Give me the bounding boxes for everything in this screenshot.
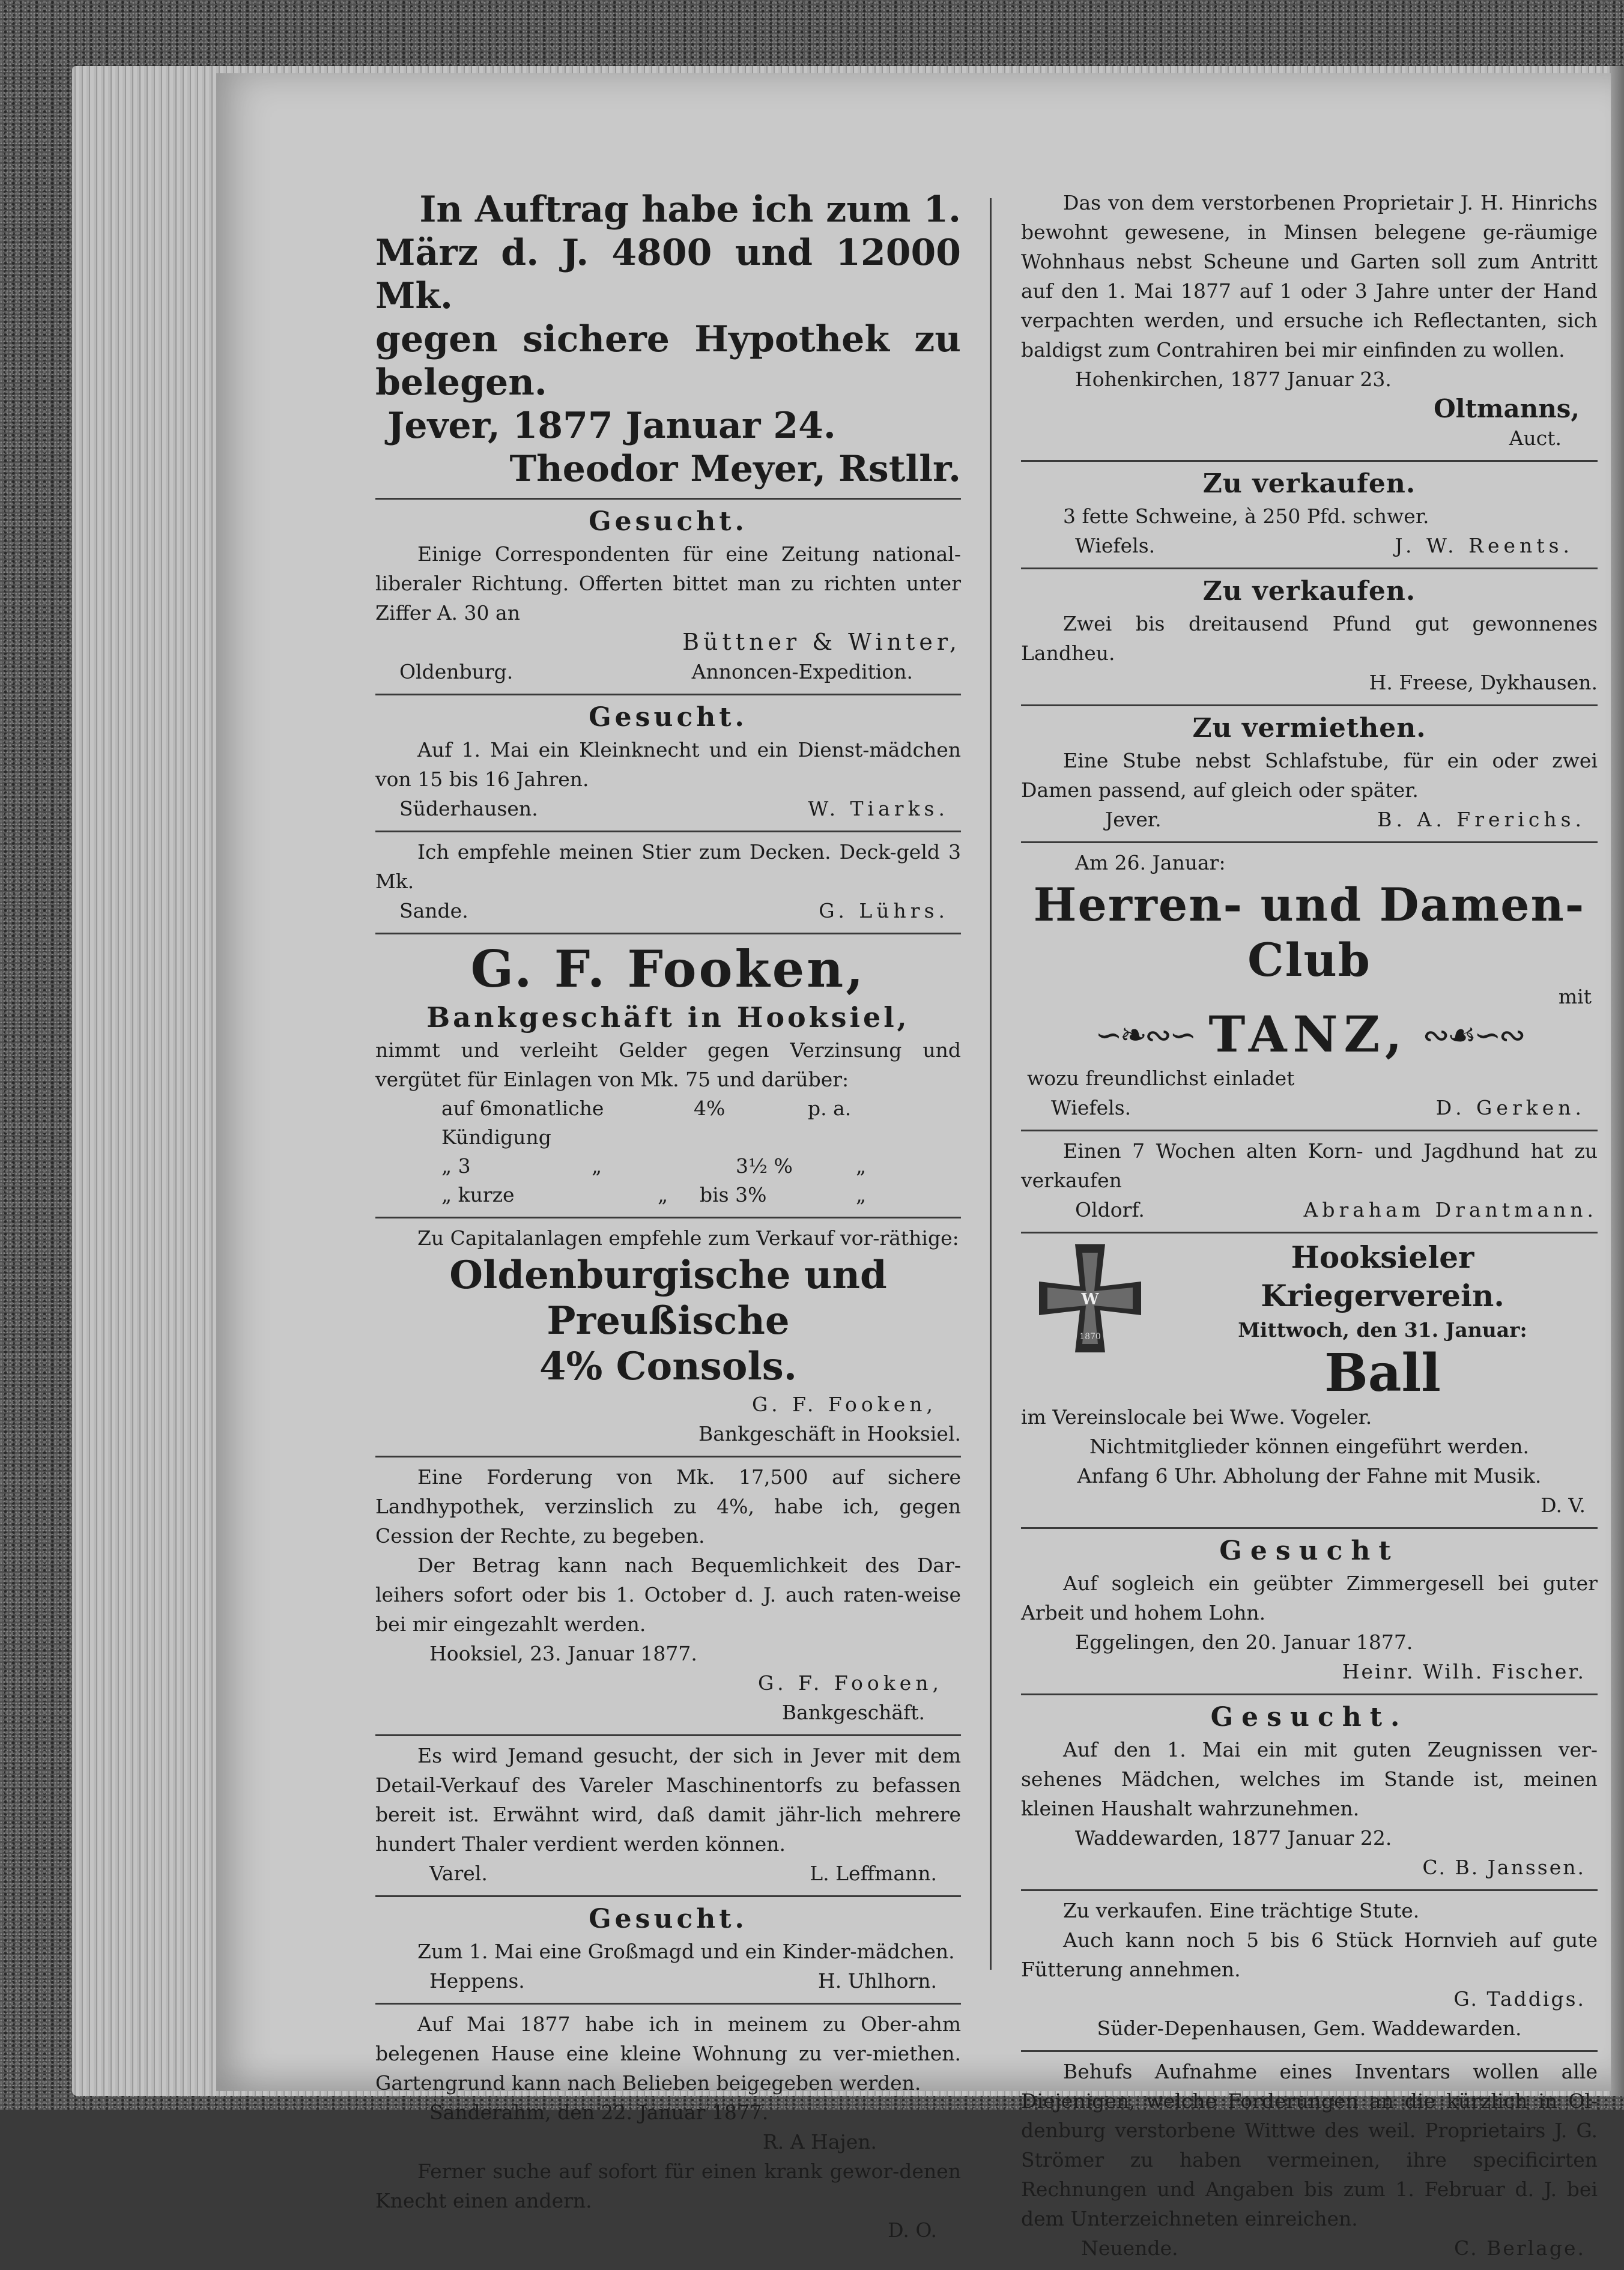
bank-name: G. F. Fooken, xyxy=(470,939,866,999)
ad-heading: Zu vermiethen. xyxy=(1192,713,1426,743)
signer: D. V. xyxy=(1541,1494,1586,1517)
signer: H. Uhlhorn. xyxy=(817,1969,937,1993)
ad-footer xyxy=(375,1859,961,1888)
ad-line: In Auftrag habe ich zum 1. xyxy=(419,189,961,231)
signer-sub: Auct. xyxy=(1509,426,1562,450)
place-date: Hooksiel, 23. Januar 1877. xyxy=(429,1642,697,1665)
rate-term: auf 6monatliche Kündigung xyxy=(441,1097,604,1149)
place: Varel. xyxy=(429,1862,488,1885)
place: Wiefels. xyxy=(1075,534,1156,557)
place: Süder-Depenhausen, Gem. Waddewarden. xyxy=(1097,2017,1522,2040)
event-date: Mittwoch, den 31. Januar: xyxy=(1238,1318,1527,1342)
ad-footer xyxy=(1021,531,1598,560)
ad-text: Behufs Aufnahme eines Inventars wollen alle Diejenigen, welche Forderungen an die kürzlich in Ol-denburg verstorbene Wittwe des weil. Proprietairs J. G. Strömer zu haben vermeinen, ihre specificirten Rechnungen und Angaben bis zum 1. Februar d. J. bei dem Unterzeichneten einreichen. xyxy=(1021,2060,1598,2230)
ad-text: Nichtmitglieder können eingeführt werden. xyxy=(1089,1435,1530,1458)
club-title: Herren- und Damen-Club xyxy=(1033,878,1586,987)
ad-zimmergesell xyxy=(1021,1529,1598,1695)
iron-cross-icon xyxy=(1021,1238,1159,1370)
ad-footer xyxy=(375,896,961,925)
ad-footer xyxy=(1021,805,1598,834)
ad-text: Es wird Jemand gesucht, der sich in Jever mit dem Detail-Verkauf des Vareler Maschinentorfs zu befassen bereit ist. Erwähnt wird, daß damit jähr-lich mehrere hundert Thaler verdient werden können. xyxy=(375,1744,961,1856)
ad-heading: Gesucht. xyxy=(1210,1702,1408,1733)
ad-schweine xyxy=(1021,462,1598,569)
ad-heading: Zu verkaufen. xyxy=(1202,576,1416,607)
signer: G. F. Fooken, xyxy=(758,1671,943,1695)
signer: G. F. Fooken, xyxy=(752,1393,937,1416)
right-column xyxy=(1021,183,1598,2270)
signer: J. W. Reents. xyxy=(1395,534,1574,557)
left-column xyxy=(375,183,961,2252)
ad-line: März d. J. 4800 und 12000 Mk. xyxy=(375,232,961,317)
ad-footer xyxy=(1021,2233,1598,2263)
krieger-header xyxy=(1021,1238,1598,1402)
ad-heading: Gesucht xyxy=(1219,1536,1399,1566)
ad-stube xyxy=(1021,706,1598,843)
rate-term: „ 3 xyxy=(441,1154,471,1178)
place-date: Hohenkirchen, 1877 Januar 23. xyxy=(1075,368,1392,391)
consols-title: Oldenburgische und Preußische xyxy=(449,1253,887,1343)
verein-title: Hooksieler Kriegerverein. xyxy=(1261,1239,1504,1313)
place-date: Sanderahm, den 22. Januar 1877. xyxy=(429,2101,769,2124)
ad-text: Einen 7 Wochen alten Korn- und Jagdhund hat zu verkaufen xyxy=(1021,1139,1598,1192)
rate-unit: p. a. xyxy=(808,1097,852,1120)
place-date: Waddewarden, 1877 Januar 22. xyxy=(1075,1826,1392,1850)
ad-grossmagd xyxy=(375,1897,961,2005)
signer: R. A Hajen. xyxy=(762,2130,877,2153)
ad-text: Zu verkaufen. Eine trächtige Stute. xyxy=(1063,1899,1420,1922)
ad-footer xyxy=(375,657,961,686)
ad-landheu xyxy=(1021,569,1598,706)
ad-heading: Gesucht. xyxy=(589,1904,748,1934)
ad-heading: Gesucht. xyxy=(589,506,748,537)
facing-page-edge xyxy=(1611,66,1624,2096)
ad-text: Auf den 1. Mai ein mit guten Zeugnissen ver-sehenes Mädchen, welches im Stande ist, meinen kleinen Haushalt wahrzunehmen. xyxy=(1021,1738,1598,1820)
firm-name: Büttner & Winter, xyxy=(682,629,961,655)
signer: D. O. xyxy=(888,2218,937,2242)
signer-sub: Bankgeschäft in Hooksiel. xyxy=(698,1422,961,1445)
signer-sub: Bankgeschäft. xyxy=(781,1701,925,1724)
krieger-titles xyxy=(1168,1238,1598,1402)
place: Jever. xyxy=(1105,808,1162,831)
ad-text: Einige Correspondenten für eine Zeitung national-liberaler Richtung. Offerten bittet man zu richten unter Ziffer A. 30 an xyxy=(375,542,961,625)
consols-subtitle: 4% Consols. xyxy=(539,1344,798,1389)
ad-text: Der Betrag kann nach Bequemlichkeit des Dar-leihers sofort oder bis 1. October d. J. auch raten-weise bei mir eingezahlt werden. xyxy=(375,1554,961,1636)
rate-ditto: „ xyxy=(856,1154,867,1178)
ad-inventar xyxy=(1021,2052,1598,2270)
ad-text: Zwei bis dreitausend Pfund gut gewonnenes Landheu. xyxy=(1021,612,1598,665)
signer: B. A. Frerichs. xyxy=(1377,808,1586,831)
rate-row xyxy=(375,1094,961,1152)
svg-text:W: W xyxy=(1081,1291,1099,1309)
ad-maschinentorf xyxy=(375,1736,961,1897)
ad-text: Eine Stube nebst Schlafstube, für ein oder zwei Damen passend, auf gleich oder später. xyxy=(1021,749,1598,802)
emblem-year: 1870 xyxy=(1079,1332,1101,1342)
rate-ditto: „ xyxy=(658,1183,668,1206)
ad-consols xyxy=(375,1218,961,1457)
ad-line: gegen sichere Hypothek zu belegen. xyxy=(375,318,961,404)
ad-correspondenten xyxy=(375,500,961,695)
signer: Abraham Drantmann. xyxy=(1303,1198,1598,1221)
event-date: Am 26. Januar: xyxy=(1075,851,1226,874)
ad-text: Auf sogleich ein geübter Zimmergesell bei guter Arbeit und hohem Lohn. xyxy=(1021,1572,1598,1624)
ad-text: Eine Forderung von Mk. 17,500 auf sichere Landhypothek, verzinslich zu 4%, habe ich, gegen Cession der Rechte, zu begeben. xyxy=(375,1465,961,1548)
ad-text: 3 fette Schweine, à 250 Pfd. schwer. xyxy=(1063,504,1429,528)
place: Süderhausen. xyxy=(399,797,538,820)
signer: W. Tiarks. xyxy=(808,797,949,820)
ad-text: Zu Capitalanlagen empfehle zum Verkauf vor-räthige: xyxy=(417,1226,959,1250)
ad-wohnung xyxy=(375,2005,961,2252)
rate-value: 4% xyxy=(694,1097,726,1120)
ad-heading: Zu verkaufen. xyxy=(1202,468,1416,499)
ad-footer xyxy=(375,794,961,823)
signer: G. Taddigs. xyxy=(1453,1987,1586,2011)
ad-text: Ferner suche auf sofort für einen krank gewor-denen Knecht einen andern. xyxy=(375,2160,961,2212)
rate-ditto: „ xyxy=(856,1183,867,1206)
signer: C. B. Janssen. xyxy=(1422,1856,1586,1879)
ornament-left-icon: ∽❧∾∽ xyxy=(1095,1015,1195,1054)
signer: C. Berlage. xyxy=(1454,2236,1586,2260)
ad-text: Das von dem verstorbenen Proprietair J. H. Hinrichs bewohnt gewesene, in Minsen belegene ge-räumige Wohnhaus nebst Scheune und Garten soll zum Antritt auf den 1. Mai 1877 auf 1 oder 3 Jahre unter der Hand verpachten werden, und ersuche ich Reflectanten, sich baldigst zum Contrahiren bei mir einfinden zu wollen. xyxy=(1021,191,1598,362)
signer: G. Lührs. xyxy=(819,899,949,922)
signer: L. Leffmann. xyxy=(810,1862,937,1885)
ad-text: im Vereinslocale bei Wwe. Vogeler. xyxy=(1021,1405,1372,1429)
ad-wohnhaus-minsen xyxy=(1021,183,1598,462)
place: Oldorf. xyxy=(1075,1198,1145,1221)
place: Sande. xyxy=(399,899,468,922)
ad-stier xyxy=(375,832,961,934)
rate-row xyxy=(375,1152,961,1181)
ad-maedchen xyxy=(1021,1695,1598,1891)
ad-kriegerverein xyxy=(1021,1233,1598,1529)
ball-title: Ball xyxy=(1324,1343,1441,1403)
tanz-title: TANZ, xyxy=(1208,1006,1408,1064)
signer: Theodor Meyer, Rstllr. xyxy=(509,448,961,490)
rate-value: 3½ % xyxy=(736,1154,793,1178)
ad-kleinknecht xyxy=(375,695,961,832)
firm-sub: Annoncen-Expedition. xyxy=(691,660,913,683)
ad-text: Auf 1. Mai ein Kleinknecht und ein Dienst-mädchen von 15 bis 16 Jahren. xyxy=(375,738,961,791)
mit-label: mit xyxy=(1558,985,1592,1008)
place-date: Eggelingen, den 20. Januar 1877. xyxy=(1075,1630,1413,1654)
place: Wiefels. xyxy=(1051,1096,1132,1119)
rate-value: bis 3% xyxy=(700,1183,767,1206)
signer: Heinr. Wilh. Fischer. xyxy=(1342,1660,1586,1683)
ad-footer xyxy=(375,1966,961,1996)
signer: D. Gerken. xyxy=(1435,1096,1586,1119)
ad-footer xyxy=(1021,1195,1598,1224)
ad-text: Auch kann noch 5 bis 6 Stück Hornvieh auf gute Fütterung annehmen. xyxy=(1021,1928,1598,1981)
signer: Oltmanns, xyxy=(1434,394,1580,423)
ad-text: Anfang 6 Uhr. Abholung der Fahne mit Musik. xyxy=(1077,1464,1542,1488)
column-divider xyxy=(990,198,992,1970)
rate-term: „ kurze xyxy=(441,1183,515,1206)
ad-forderung xyxy=(375,1457,961,1736)
tanz-row xyxy=(1021,1006,1598,1064)
rate-ditto: „ xyxy=(592,1154,602,1178)
ad-heading: Gesucht. xyxy=(589,702,748,733)
place-date: Jever, 1877 Januar 24. xyxy=(387,405,836,447)
place: Neuende. xyxy=(1081,2236,1178,2260)
ad-footer xyxy=(1021,1093,1598,1122)
ad-fooken-bank xyxy=(375,934,961,1218)
ad-jagdhund xyxy=(1021,1131,1598,1233)
signer: H. Freese, Dykhausen. xyxy=(1369,671,1598,694)
rate-row xyxy=(375,1181,961,1209)
ad-text: Zum 1. Mai eine Großmagd und ein Kinder-mädchen. xyxy=(417,1940,955,1963)
bank-sub: Bankgeschäft in Hooksiel, xyxy=(426,1001,910,1034)
ad-text: nimmt und verleiht Gelder gegen Verzinsung und vergütet für Einlagen von Mk. 75 und darüber: xyxy=(375,1038,961,1091)
ad-club-tanz xyxy=(1021,843,1598,1131)
ad-hypothek xyxy=(375,183,961,500)
ornament-right-icon: ∾☙∽∾ xyxy=(1422,1015,1524,1054)
place: Heppens. xyxy=(429,1969,525,1993)
place: Oldenburg. xyxy=(399,660,514,683)
ad-text: Auf Mai 1877 habe ich in meinem zu Ober-ahm belegenen Hause eine kleine Wohnung zu ver-miethen. Gartengrund kann nach Belieben beigegeben werden. xyxy=(375,2012,961,2095)
ad-text: Ich empfehle meinen Stier zum Decken. Deck-geld 3 Mk. xyxy=(375,840,961,893)
ad-text: wozu freundlichst einladet xyxy=(1027,1067,1295,1090)
ad-stute xyxy=(1021,1891,1598,2052)
